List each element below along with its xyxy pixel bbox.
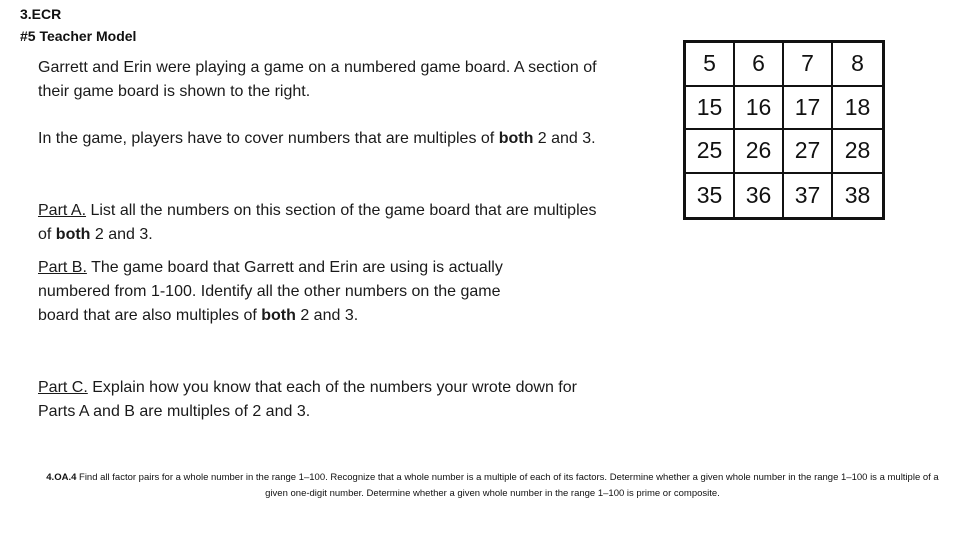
slide-subtitle: #5 Teacher Model [20,28,137,44]
rule-text: In the game, players have to cover numbers that are multiples of [38,130,499,147]
part-b-bold: both [261,307,296,324]
part-b-text-end: 2 and 3. [295,307,359,324]
rule-bold: both [498,130,534,147]
board-cell: 37 [784,174,833,218]
part-c-text: Explain how you know that each of the numbers your wrote down for Parts A and B are multiples of 2 and 3. [38,379,577,420]
game-board [683,40,885,220]
part-b-paragraph [38,256,508,328]
board-cell: 17 [784,87,833,131]
intro-paragraph: Garrett and Erin were playing a game on a numbered game board. A section of their game board is shown to the right. [38,59,597,100]
board-cell: 6 [735,43,784,87]
board-cell: 25 [686,130,735,174]
board-cell: 7 [784,43,833,87]
part-a-label: Part A. [38,202,87,219]
standard-code: 4.OA.4 [46,472,77,483]
standard-footnote [40,470,945,502]
board-cell: 15 [686,87,735,131]
game-board-grid [686,43,882,217]
slide-title: 3.ECR [20,6,62,22]
board-cell: 35 [686,174,735,218]
part-a-text-end: 2 and 3. [90,226,153,243]
board-cell: 5 [686,43,735,87]
part-a-paragraph [38,199,598,247]
standard-text: Find all factor pairs for a whole number in the range 1–100. Recognize that a whole number is a multiple of each of its factors. Determine whether a given whole number in the range 1–100 is a multiple of a given one-digit number. Determine whether a given whole number in the range 1–100 is prime or composite. [76,472,939,499]
board-cell: 36 [735,174,784,218]
part-a-text: List all the numbers on this section of the game board that are multiples of [38,202,597,243]
part-c-label: Part C. [38,379,88,396]
board-cell: 8 [833,43,882,87]
board-cell: 27 [784,130,833,174]
part-b-label: Part B. [38,259,87,276]
rule-text-end: 2 and 3. [533,130,596,147]
part-c-paragraph [38,376,618,424]
board-cell: 16 [735,87,784,131]
board-cell: 18 [833,87,882,131]
rule-paragraph [38,127,598,151]
board-cell: 38 [844,181,871,208]
part-a-bold: both [55,226,91,243]
part-b-text: The game board that Garrett and Erin are using is actually numbered from 1-100. Identify all the other numbers on the game board that are also multiples of [38,259,503,324]
board-cell: 28 [833,130,882,174]
board-cell: 26 [735,130,784,174]
